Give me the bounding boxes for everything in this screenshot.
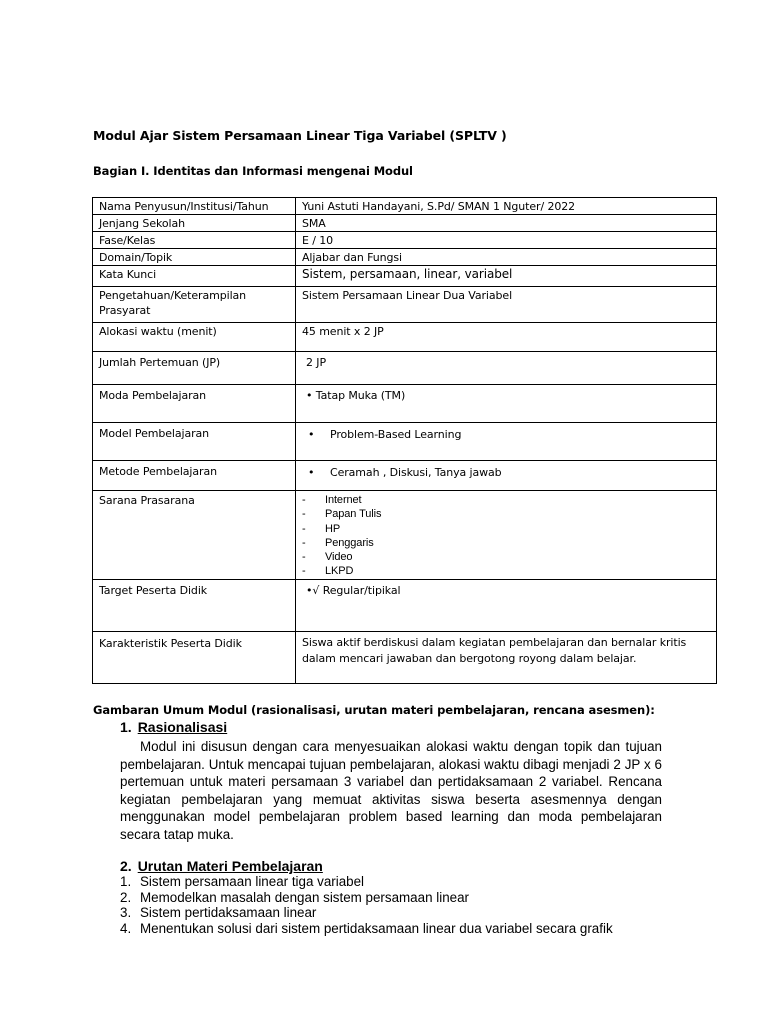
row-value-cell [296, 423, 717, 461]
row-label: Domain/Topik [93, 249, 296, 266]
list-item: 1. Sistem persamaan linear tiga variabel [120, 874, 365, 889]
table-row [93, 215, 717, 232]
list-item: - Internet [302, 494, 362, 506]
list-item: - Penggaris [302, 536, 374, 549]
row-label: Pengetahuan/Keterampilan Prasyarat [93, 287, 296, 323]
rationale-paragraph: Modul ini disusun dengan cara menyesuaikan alokasi waktu dengan topik dan tujuan pembelajaran. Untuk mencapai tujuan pembelajaran, alokasi waktu dibagi menjadi 2 JP x 6 pertemuan untuk materi persamaan 3 variabel dan pertidaksamaan 2 variabel. Rencana kegiatan pembelajaran yang memuat aktivitas siswa beserta asesmennya dengan menggunakan model pembelajaran problem based learning dan moda pembelajaran secara tatap muka. [120, 739, 662, 842]
bullet-icon: • [308, 428, 315, 441]
table-row [93, 385, 717, 423]
list-item: 3. Sistem pertidaksamaan linear [120, 905, 317, 921]
row-value: 2 JP [296, 352, 717, 385]
row-value-cell [296, 491, 717, 580]
row-label: Alokasi waktu (menit) [93, 323, 296, 352]
bullet-icon: • [306, 583, 313, 597]
table-row [93, 423, 717, 461]
row-label: Karakteristik Peserta Didik [93, 631, 296, 683]
row-value: Ceramah , Diskusi, Tanya jawab [330, 466, 502, 479]
table-row [93, 232, 717, 249]
row-label: Jenjang Sekolah [93, 215, 296, 232]
table-row [93, 266, 717, 287]
row-value-cell [296, 385, 717, 423]
list-item: 4. Menentukan solusi dari sistem pertidaksamaan linear dua variabel secara grafik [120, 920, 613, 936]
bullet-icon: • [306, 389, 316, 402]
row-label: Metode Pembelajaran [93, 461, 296, 491]
row-label: Model Pembelajaran [93, 423, 296, 461]
list-item: - HP [302, 522, 341, 535]
row-value: Sistem, persamaan, linear, variabel [296, 266, 717, 287]
list-item: - Video [302, 551, 353, 564]
row-label: Fase/Kelas [93, 232, 296, 249]
list-item: - LKPD [302, 565, 354, 578]
table-row [93, 631, 717, 683]
document-title: Modul Ajar Sistem Persamaan Linear Tiga Variabel (SPLTV ) [93, 128, 507, 143]
row-value: 45 menit x 2 JP [296, 323, 717, 352]
table-row [93, 323, 717, 352]
row-label: Kata Kunci [93, 266, 296, 287]
list-item: - Papan Tulis [302, 508, 382, 521]
table-row [93, 352, 717, 385]
table-row [93, 491, 717, 580]
row-value: Siswa aktif berdiskusi dalam kegiatan pembelajaran dan bernalar kritis dalam mencari jawaban dan bergotong royong dalam belajar. [296, 631, 717, 683]
subsection-heading-sequence: 2. Urutan Materi Pembelajaran [120, 858, 323, 874]
section-heading: Bagian I. Identitas dan Informasi mengenai Modul [93, 164, 413, 178]
row-label: Jumlah Pertemuan (JP) [93, 352, 296, 385]
row-value: SMA [296, 215, 717, 232]
list-item: 2. Memodelkan masalah dengan sistem persamaan linear [120, 889, 469, 905]
table-row [93, 287, 717, 323]
row-value: Yuni Astuti Handayani, S.Pd/ SMAN 1 Nguter/ 2022 [296, 198, 717, 215]
row-label: Nama Penyusun/Institusi/Tahun [93, 198, 296, 215]
table-row [93, 579, 717, 631]
row-value: Sistem Persamaan Linear Dua Variabel [296, 287, 717, 323]
row-label: Target Peserta Didik [93, 579, 296, 631]
table-row [93, 198, 717, 215]
facility-list [302, 493, 710, 579]
row-value-cell [296, 461, 717, 491]
row-value: √ Regular/tipikal [312, 583, 401, 597]
subsection-heading-rationale: 1. Rasionalisasi [120, 719, 228, 735]
row-value: Aljabar dan Fungsi [296, 249, 717, 266]
row-value: Tatap Muka (TM) [315, 389, 406, 402]
row-label: Moda Pembelajaran [93, 385, 296, 423]
material-sequence-list [120, 874, 613, 936]
identity-table [92, 197, 717, 684]
row-value-cell [296, 579, 717, 631]
table-row [93, 461, 717, 491]
bullet-icon: • [308, 466, 315, 479]
row-value: Problem-Based Learning [330, 428, 462, 441]
row-value: E / 10 [296, 232, 717, 249]
overview-heading: Gambaran Umum Modul (rasionalisasi, urutan materi pembelajaran, rencana asesmen): [93, 703, 655, 717]
table-row [93, 249, 717, 266]
row-label: Sarana Prasarana [93, 491, 296, 580]
